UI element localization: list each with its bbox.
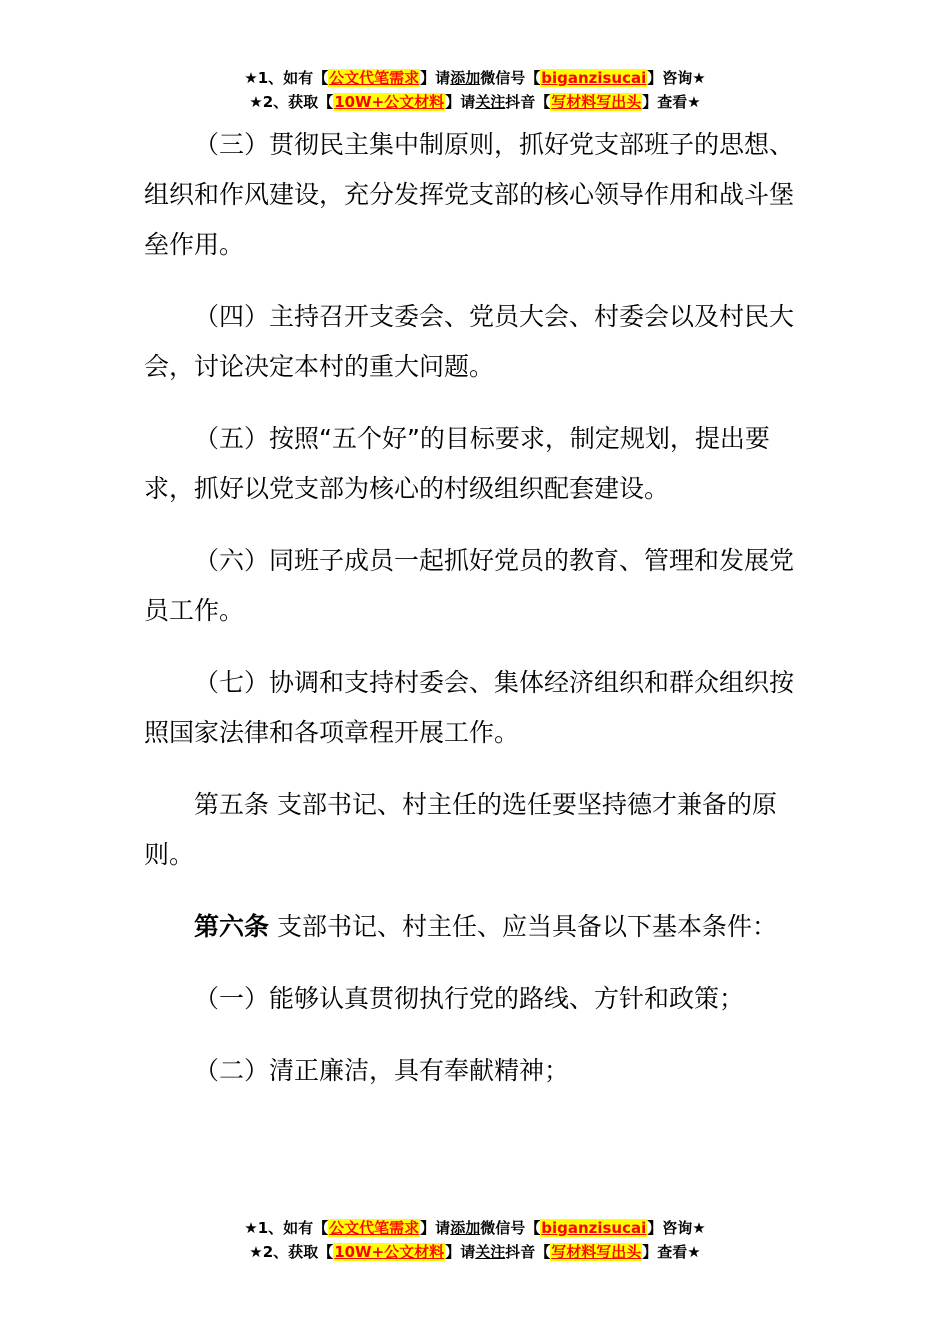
paragraph: （六）同班子成员一起抓好党员的教育、管理和发展党员工作。 <box>144 546 795 625</box>
banner-text: 】咨询★ <box>647 1219 706 1237</box>
banner-text: ★2、获取【 <box>249 93 334 111</box>
header-banner <box>0 66 950 114</box>
banner-highlight: 公文代笔需求 <box>329 69 420 87</box>
banner-line-1 <box>0 1216 950 1240</box>
paragraph: （七）协调和支持村委会、集体经济组织和群众组织按照国家法律和各项章程开展工作。 <box>144 668 795 747</box>
banner-line-2 <box>0 90 950 114</box>
banner-text: 】请 <box>420 1219 451 1237</box>
banner-text: ★2、获取【 <box>249 1243 334 1261</box>
banner-text: 微信号【 <box>480 1219 541 1237</box>
banner-text: 】咨询★ <box>647 69 706 87</box>
banner-highlight: 写材料写出头 <box>551 1243 642 1261</box>
banner-text: 】请 <box>420 69 451 87</box>
paragraph: （二）清正廉洁，具有奉献精神； <box>194 1056 570 1085</box>
paragraph: （一）能够认真贯彻执行党的路线、方针和政策； <box>194 984 745 1013</box>
banner-highlight: 10W+公文材料 <box>334 93 445 111</box>
banner-line-1 <box>0 66 950 90</box>
banner-emphasis: 添加 <box>450 69 481 87</box>
banner-text: 抖音【 <box>505 1243 551 1261</box>
banner-text: ★1、如有【 <box>244 69 329 87</box>
article-number: 第六条 <box>194 912 270 941</box>
banner-text: ★1、如有【 <box>244 1219 329 1237</box>
banner-text: 】请 <box>445 93 476 111</box>
banner-highlight: biganzisucai <box>541 69 647 87</box>
banner-emphasis: 关注 <box>475 93 506 111</box>
paragraph: （四）主持召开支委会、党员大会、村委会以及村民大会，讨论决定本村的重大问题。 <box>144 302 795 381</box>
banner-text: 微信号【 <box>480 69 541 87</box>
banner-emphasis: 添加 <box>450 1219 481 1237</box>
paragraph: （五）按照“五个好”的目标要求，制定规划，提出要求，抓好以党支部为核心的村级组织配套建设。 <box>144 424 770 503</box>
banner-highlight: biganzisucai <box>541 1219 647 1237</box>
paragraph: 第六条 支部书记、村主任、应当具备以下基本条件： <box>194 912 777 941</box>
banner-highlight: 10W+公文材料 <box>334 1243 445 1261</box>
banner-highlight: 公文代笔需求 <box>329 1219 420 1237</box>
banner-highlight: 写材料写出头 <box>551 93 642 111</box>
paragraph: 第五条 支部书记、村主任的选任要坚持德才兼备的原则。 <box>144 790 777 869</box>
banner-line-2 <box>0 1240 950 1264</box>
paragraph: （三）贯彻民主集中制原则，抓好党支部班子的思想、组织和作风建设，充分发挥党支部的核心领导作用和战斗堡垒作用。 <box>144 130 795 259</box>
banner-emphasis: 关注 <box>475 1243 506 1261</box>
footer-banner <box>0 1216 950 1264</box>
banner-text: 】查看★ <box>642 1243 701 1261</box>
banner-text: 抖音【 <box>505 93 551 111</box>
document-body <box>144 120 808 1118</box>
banner-text: 】查看★ <box>642 93 701 111</box>
banner-text: 】请 <box>445 1243 476 1261</box>
